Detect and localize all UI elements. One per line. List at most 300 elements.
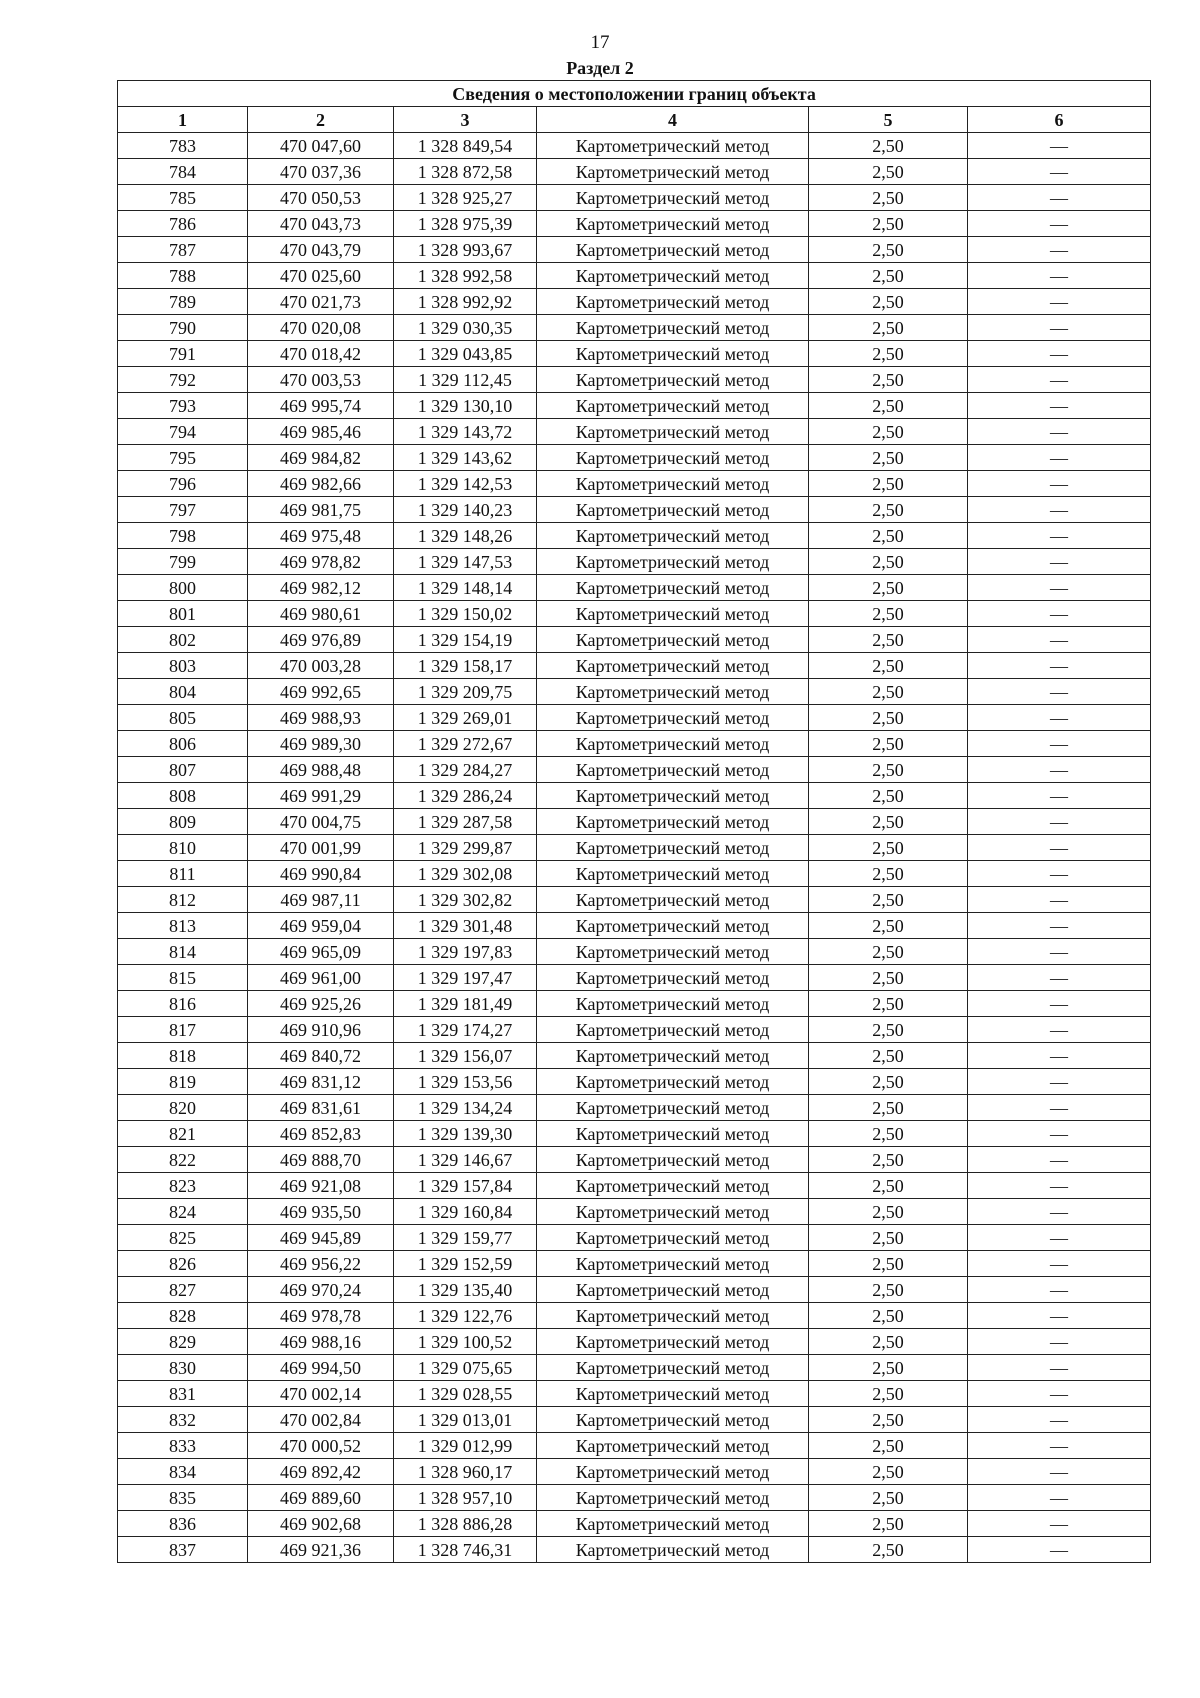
cell-coordinate-x: 470 037,36 xyxy=(248,159,394,185)
cell-method: Картометрический метод xyxy=(537,1511,809,1537)
cell-description: — xyxy=(968,627,1151,653)
cell-accuracy: 2,50 xyxy=(809,497,968,523)
cell-accuracy: 2,50 xyxy=(809,393,968,419)
table-row xyxy=(118,887,1151,913)
cell-coordinate-y: 1 329 154,19 xyxy=(394,627,537,653)
cell-point-number: 799 xyxy=(118,549,248,575)
cell-description: — xyxy=(968,237,1151,263)
cell-accuracy: 2,50 xyxy=(809,471,968,497)
cell-accuracy: 2,50 xyxy=(809,1329,968,1355)
cell-point-number: 832 xyxy=(118,1407,248,1433)
cell-point-number: 811 xyxy=(118,861,248,887)
table-row xyxy=(118,1121,1151,1147)
cell-point-number: 834 xyxy=(118,1459,248,1485)
cell-point-number: 819 xyxy=(118,1069,248,1095)
cell-point-number: 813 xyxy=(118,913,248,939)
cell-method: Картометрический метод xyxy=(537,497,809,523)
cell-coordinate-x: 469 921,08 xyxy=(248,1173,394,1199)
page-number: 17 xyxy=(590,32,610,53)
table-row xyxy=(118,1069,1151,1095)
cell-description: — xyxy=(968,185,1151,211)
table-row xyxy=(118,1433,1151,1459)
cell-description: — xyxy=(968,783,1151,809)
cell-coordinate-y: 1 329 148,14 xyxy=(394,575,537,601)
cell-point-number: 814 xyxy=(118,939,248,965)
cell-coordinate-y: 1 328 886,28 xyxy=(394,1511,537,1537)
table-row xyxy=(118,679,1151,705)
table-row xyxy=(118,1511,1151,1537)
cell-description: — xyxy=(968,653,1151,679)
cell-accuracy: 2,50 xyxy=(809,341,968,367)
cell-description: — xyxy=(968,341,1151,367)
cell-coordinate-x: 469 988,93 xyxy=(248,705,394,731)
cell-description: — xyxy=(968,1277,1151,1303)
cell-description: — xyxy=(968,1407,1151,1433)
cell-coordinate-x: 469 988,16 xyxy=(248,1329,394,1355)
cell-point-number: 827 xyxy=(118,1277,248,1303)
cell-accuracy: 2,50 xyxy=(809,133,968,159)
cell-coordinate-y: 1 329 302,82 xyxy=(394,887,537,913)
cell-accuracy: 2,50 xyxy=(809,315,968,341)
cell-accuracy: 2,50 xyxy=(809,1173,968,1199)
table-caption: Сведения о местоположении границ объекта xyxy=(118,81,1151,107)
cell-point-number: 784 xyxy=(118,159,248,185)
cell-point-number: 809 xyxy=(118,809,248,835)
cell-coordinate-y: 1 329 174,27 xyxy=(394,1017,537,1043)
cell-method: Картометрический метод xyxy=(537,549,809,575)
cell-description: — xyxy=(968,1069,1151,1095)
cell-coordinate-x: 469 889,60 xyxy=(248,1485,394,1511)
cell-coordinate-x: 469 888,70 xyxy=(248,1147,394,1173)
cell-description: — xyxy=(968,601,1151,627)
cell-coordinate-y: 1 329 143,72 xyxy=(394,419,537,445)
table-row xyxy=(118,939,1151,965)
cell-point-number: 792 xyxy=(118,367,248,393)
cell-coordinate-x: 469 995,74 xyxy=(248,393,394,419)
cell-description: — xyxy=(968,419,1151,445)
table-caption-row xyxy=(118,81,1151,107)
cell-coordinate-x: 469 990,84 xyxy=(248,861,394,887)
cell-coordinate-y: 1 328 960,17 xyxy=(394,1459,537,1485)
table-row xyxy=(118,159,1151,185)
cell-coordinate-x: 469 945,89 xyxy=(248,1225,394,1251)
cell-description: — xyxy=(968,315,1151,341)
cell-accuracy: 2,50 xyxy=(809,1407,968,1433)
cell-description: — xyxy=(968,393,1151,419)
table-row xyxy=(118,991,1151,1017)
cell-method: Картометрический метод xyxy=(537,731,809,757)
cell-coordinate-y: 1 329 284,27 xyxy=(394,757,537,783)
table-row xyxy=(118,1329,1151,1355)
cell-method: Картометрический метод xyxy=(537,211,809,237)
table-row xyxy=(118,913,1151,939)
cell-coordinate-x: 470 025,60 xyxy=(248,263,394,289)
cell-method: Картометрический метод xyxy=(537,1225,809,1251)
cell-description: — xyxy=(968,133,1151,159)
cell-coordinate-x: 469 956,22 xyxy=(248,1251,394,1277)
table-row xyxy=(118,1277,1151,1303)
cell-coordinate-x: 469 976,89 xyxy=(248,627,394,653)
cell-coordinate-x: 470 020,08 xyxy=(248,315,394,341)
table-row xyxy=(118,601,1151,627)
table-row xyxy=(118,471,1151,497)
cell-description: — xyxy=(968,289,1151,315)
cell-coordinate-y: 1 329 135,40 xyxy=(394,1277,537,1303)
cell-point-number: 802 xyxy=(118,627,248,653)
column-header-row xyxy=(118,107,1151,133)
table-row xyxy=(118,1355,1151,1381)
cell-accuracy: 2,50 xyxy=(809,783,968,809)
cell-description: — xyxy=(968,367,1151,393)
cell-coordinate-y: 1 329 158,17 xyxy=(394,653,537,679)
cell-coordinate-x: 469 991,29 xyxy=(248,783,394,809)
cell-method: Картометрический метод xyxy=(537,757,809,783)
cell-point-number: 835 xyxy=(118,1485,248,1511)
cell-description: — xyxy=(968,757,1151,783)
cell-coordinate-y: 1 329 286,24 xyxy=(394,783,537,809)
cell-coordinate-y: 1 329 301,48 xyxy=(394,913,537,939)
table-row xyxy=(118,185,1151,211)
cell-point-number: 800 xyxy=(118,575,248,601)
table-row xyxy=(118,1199,1151,1225)
table-row xyxy=(118,627,1151,653)
cell-accuracy: 2,50 xyxy=(809,237,968,263)
cell-point-number: 833 xyxy=(118,1433,248,1459)
cell-coordinate-y: 1 329 153,56 xyxy=(394,1069,537,1095)
cell-coordinate-x: 469 981,75 xyxy=(248,497,394,523)
cell-coordinate-y: 1 329 100,52 xyxy=(394,1329,537,1355)
cell-coordinate-y: 1 329 156,07 xyxy=(394,1043,537,1069)
cell-coordinate-y: 1 329 148,26 xyxy=(394,523,537,549)
cell-accuracy: 2,50 xyxy=(809,1121,968,1147)
table-row xyxy=(118,1225,1151,1251)
cell-method: Картометрический метод xyxy=(537,471,809,497)
cell-accuracy: 2,50 xyxy=(809,1199,968,1225)
cell-description: — xyxy=(968,1381,1151,1407)
table-row xyxy=(118,211,1151,237)
cell-coordinate-y: 1 328 925,27 xyxy=(394,185,537,211)
cell-coordinate-y: 1 329 030,35 xyxy=(394,315,537,341)
cell-accuracy: 2,50 xyxy=(809,705,968,731)
cell-coordinate-y: 1 329 122,76 xyxy=(394,1303,537,1329)
cell-coordinate-y: 1 329 147,53 xyxy=(394,549,537,575)
cell-accuracy: 2,50 xyxy=(809,549,968,575)
cell-description: — xyxy=(968,549,1151,575)
cell-accuracy: 2,50 xyxy=(809,263,968,289)
cell-accuracy: 2,50 xyxy=(809,159,968,185)
table-row xyxy=(118,1147,1151,1173)
cell-description: — xyxy=(968,861,1151,887)
cell-coordinate-x: 469 921,36 xyxy=(248,1537,394,1563)
cell-method: Картометрический метод xyxy=(537,133,809,159)
boundary-coordinates-table xyxy=(117,80,1151,1563)
cell-method: Картометрический метод xyxy=(537,1147,809,1173)
cell-point-number: 826 xyxy=(118,1251,248,1277)
cell-coordinate-x: 469 961,00 xyxy=(248,965,394,991)
cell-accuracy: 2,50 xyxy=(809,1277,968,1303)
cell-method: Картометрический метод xyxy=(537,237,809,263)
cell-accuracy: 2,50 xyxy=(809,1485,968,1511)
table-row xyxy=(118,1459,1151,1485)
cell-description: — xyxy=(968,887,1151,913)
table-row xyxy=(118,445,1151,471)
cell-description: — xyxy=(968,679,1151,705)
table-row xyxy=(118,1485,1151,1511)
cell-point-number: 808 xyxy=(118,783,248,809)
table-row xyxy=(118,263,1151,289)
cell-point-number: 791 xyxy=(118,341,248,367)
cell-accuracy: 2,50 xyxy=(809,1095,968,1121)
table-row xyxy=(118,315,1151,341)
cell-coordinate-y: 1 329 157,84 xyxy=(394,1173,537,1199)
table-row xyxy=(118,1303,1151,1329)
cell-point-number: 836 xyxy=(118,1511,248,1537)
cell-coordinate-y: 1 329 150,02 xyxy=(394,601,537,627)
cell-point-number: 806 xyxy=(118,731,248,757)
cell-description: — xyxy=(968,1251,1151,1277)
cell-coordinate-x: 469 992,65 xyxy=(248,679,394,705)
cell-method: Картометрический метод xyxy=(537,1329,809,1355)
cell-accuracy: 2,50 xyxy=(809,601,968,627)
cell-description: — xyxy=(968,497,1151,523)
table-row xyxy=(118,497,1151,523)
cell-coordinate-x: 469 925,26 xyxy=(248,991,394,1017)
table-row xyxy=(118,731,1151,757)
cell-coordinate-x: 469 994,50 xyxy=(248,1355,394,1381)
cell-coordinate-x: 470 004,75 xyxy=(248,809,394,835)
cell-accuracy: 2,50 xyxy=(809,1069,968,1095)
cell-method: Картометрический метод xyxy=(537,783,809,809)
cell-accuracy: 2,50 xyxy=(809,185,968,211)
cell-method: Картометрический метод xyxy=(537,861,809,887)
cell-method: Картометрический метод xyxy=(537,887,809,913)
cell-point-number: 824 xyxy=(118,1199,248,1225)
cell-method: Картометрический метод xyxy=(537,419,809,445)
table-row xyxy=(118,289,1151,315)
cell-coordinate-y: 1 329 159,77 xyxy=(394,1225,537,1251)
cell-point-number: 825 xyxy=(118,1225,248,1251)
cell-method: Картометрический метод xyxy=(537,1121,809,1147)
cell-point-number: 796 xyxy=(118,471,248,497)
cell-description: — xyxy=(968,809,1151,835)
cell-method: Картометрический метод xyxy=(537,393,809,419)
cell-description: — xyxy=(968,1199,1151,1225)
cell-method: Картометрический метод xyxy=(537,653,809,679)
cell-method: Картометрический метод xyxy=(537,1199,809,1225)
cell-point-number: 805 xyxy=(118,705,248,731)
table-row xyxy=(118,575,1151,601)
cell-description: — xyxy=(968,1485,1151,1511)
cell-description: — xyxy=(968,263,1151,289)
cell-coordinate-x: 470 043,73 xyxy=(248,211,394,237)
cell-accuracy: 2,50 xyxy=(809,211,968,237)
section-title: Раздел 2 xyxy=(566,58,634,78)
cell-method: Картометрический метод xyxy=(537,1173,809,1199)
cell-accuracy: 2,50 xyxy=(809,367,968,393)
cell-coordinate-y: 1 329 181,49 xyxy=(394,991,537,1017)
cell-method: Картометрический метод xyxy=(537,315,809,341)
cell-accuracy: 2,50 xyxy=(809,575,968,601)
cell-method: Картометрический метод xyxy=(537,575,809,601)
cell-coordinate-y: 1 329 140,23 xyxy=(394,497,537,523)
cell-accuracy: 2,50 xyxy=(809,1043,968,1069)
cell-accuracy: 2,50 xyxy=(809,419,968,445)
cell-description: — xyxy=(968,835,1151,861)
cell-coordinate-x: 470 003,53 xyxy=(248,367,394,393)
cell-description: — xyxy=(968,1017,1151,1043)
column-header-6: 6 xyxy=(968,107,1151,133)
cell-coordinate-y: 1 329 269,01 xyxy=(394,705,537,731)
cell-coordinate-y: 1 329 287,58 xyxy=(394,809,537,835)
cell-coordinate-x: 469 910,96 xyxy=(248,1017,394,1043)
cell-coordinate-x: 470 043,79 xyxy=(248,237,394,263)
cell-description: — xyxy=(968,965,1151,991)
cell-method: Картометрический метод xyxy=(537,835,809,861)
cell-description: — xyxy=(968,445,1151,471)
cell-coordinate-y: 1 329 142,53 xyxy=(394,471,537,497)
cell-coordinate-x: 469 902,68 xyxy=(248,1511,394,1537)
table-row xyxy=(118,783,1151,809)
cell-coordinate-y: 1 329 130,10 xyxy=(394,393,537,419)
cell-point-number: 803 xyxy=(118,653,248,679)
table-row xyxy=(118,1043,1151,1069)
table-row xyxy=(118,1173,1151,1199)
cell-method: Картометрический метод xyxy=(537,601,809,627)
cell-point-number: 810 xyxy=(118,835,248,861)
cell-method: Картометрический метод xyxy=(537,185,809,211)
cell-method: Картометрический метод xyxy=(537,1095,809,1121)
cell-coordinate-y: 1 329 139,30 xyxy=(394,1121,537,1147)
cell-accuracy: 2,50 xyxy=(809,731,968,757)
cell-coordinate-x: 469 978,78 xyxy=(248,1303,394,1329)
cell-point-number: 801 xyxy=(118,601,248,627)
column-header-1: 1 xyxy=(118,107,248,133)
cell-coordinate-y: 1 329 112,45 xyxy=(394,367,537,393)
cell-point-number: 829 xyxy=(118,1329,248,1355)
cell-accuracy: 2,50 xyxy=(809,757,968,783)
cell-coordinate-x: 470 018,42 xyxy=(248,341,394,367)
cell-method: Картометрический метод xyxy=(537,1043,809,1069)
table-row xyxy=(118,653,1151,679)
cell-coordinate-x: 469 982,66 xyxy=(248,471,394,497)
table-row xyxy=(118,861,1151,887)
cell-coordinate-y: 1 329 075,65 xyxy=(394,1355,537,1381)
cell-coordinate-x: 469 959,04 xyxy=(248,913,394,939)
cell-coordinate-x: 470 000,52 xyxy=(248,1433,394,1459)
cell-coordinate-y: 1 329 272,67 xyxy=(394,731,537,757)
cell-method: Картометрический метод xyxy=(537,1303,809,1329)
column-header-2: 2 xyxy=(248,107,394,133)
cell-coordinate-y: 1 329 302,08 xyxy=(394,861,537,887)
cell-method: Картометрический метод xyxy=(537,705,809,731)
cell-point-number: 804 xyxy=(118,679,248,705)
cell-coordinate-y: 1 329 146,67 xyxy=(394,1147,537,1173)
table-row xyxy=(118,1095,1151,1121)
cell-method: Картометрический метод xyxy=(537,809,809,835)
cell-coordinate-x: 469 970,24 xyxy=(248,1277,394,1303)
cell-method: Картометрический метод xyxy=(537,965,809,991)
cell-coordinate-y: 1 329 160,84 xyxy=(394,1199,537,1225)
cell-accuracy: 2,50 xyxy=(809,1355,968,1381)
cell-coordinate-x: 469 975,48 xyxy=(248,523,394,549)
cell-method: Картометрический метод xyxy=(537,159,809,185)
cell-method: Картометрический метод xyxy=(537,991,809,1017)
cell-coordinate-x: 469 980,61 xyxy=(248,601,394,627)
cell-method: Картометрический метод xyxy=(537,913,809,939)
cell-method: Картометрический метод xyxy=(537,289,809,315)
cell-method: Картометрический метод xyxy=(537,1277,809,1303)
cell-point-number: 815 xyxy=(118,965,248,991)
cell-point-number: 785 xyxy=(118,185,248,211)
table-row xyxy=(118,237,1151,263)
cell-accuracy: 2,50 xyxy=(809,1381,968,1407)
cell-accuracy: 2,50 xyxy=(809,887,968,913)
cell-coordinate-y: 1 329 134,24 xyxy=(394,1095,537,1121)
cell-coordinate-y: 1 328 849,54 xyxy=(394,133,537,159)
cell-method: Картометрический метод xyxy=(537,445,809,471)
cell-coordinate-x: 470 003,28 xyxy=(248,653,394,679)
cell-coordinate-y: 1 329 143,62 xyxy=(394,445,537,471)
cell-coordinate-y: 1 328 993,67 xyxy=(394,237,537,263)
cell-accuracy: 2,50 xyxy=(809,679,968,705)
cell-coordinate-x: 469 965,09 xyxy=(248,939,394,965)
cell-method: Картометрический метод xyxy=(537,367,809,393)
cell-coordinate-x: 469 982,12 xyxy=(248,575,394,601)
cell-coordinate-y: 1 328 872,58 xyxy=(394,159,537,185)
column-header-3: 3 xyxy=(394,107,537,133)
cell-coordinate-y: 1 329 013,01 xyxy=(394,1407,537,1433)
column-header-4: 4 xyxy=(537,107,809,133)
cell-description: — xyxy=(968,1511,1151,1537)
cell-description: — xyxy=(968,523,1151,549)
table-row xyxy=(118,1017,1151,1043)
cell-point-number: 820 xyxy=(118,1095,248,1121)
cell-coordinate-x: 469 840,72 xyxy=(248,1043,394,1069)
cell-coordinate-x: 470 050,53 xyxy=(248,185,394,211)
cell-point-number: 837 xyxy=(118,1537,248,1563)
cell-coordinate-x: 470 047,60 xyxy=(248,133,394,159)
cell-coordinate-y: 1 329 197,47 xyxy=(394,965,537,991)
cell-coordinate-x: 470 002,84 xyxy=(248,1407,394,1433)
cell-method: Картометрический метод xyxy=(537,1017,809,1043)
cell-method: Картометрический метод xyxy=(537,1069,809,1095)
cell-method: Картометрический метод xyxy=(537,1355,809,1381)
cell-method: Картометрический метод xyxy=(537,1485,809,1511)
cell-point-number: 788 xyxy=(118,263,248,289)
table-row xyxy=(118,419,1151,445)
cell-point-number: 794 xyxy=(118,419,248,445)
table-row xyxy=(118,523,1151,549)
table-row xyxy=(118,809,1151,835)
cell-method: Картометрический метод xyxy=(537,1381,809,1407)
cell-description: — xyxy=(968,1095,1151,1121)
cell-method: Картометрический метод xyxy=(537,341,809,367)
table-row xyxy=(118,1537,1151,1563)
cell-method: Картометрический метод xyxy=(537,523,809,549)
cell-accuracy: 2,50 xyxy=(809,627,968,653)
cell-coordinate-y: 1 329 197,83 xyxy=(394,939,537,965)
cell-method: Картометрический метод xyxy=(537,1459,809,1485)
table-body xyxy=(118,133,1151,1563)
cell-coordinate-x: 470 002,14 xyxy=(248,1381,394,1407)
table-row xyxy=(118,1407,1151,1433)
cell-point-number: 787 xyxy=(118,237,248,263)
table-row xyxy=(118,1251,1151,1277)
cell-accuracy: 2,50 xyxy=(809,1303,968,1329)
cell-accuracy: 2,50 xyxy=(809,445,968,471)
cell-point-number: 786 xyxy=(118,211,248,237)
cell-accuracy: 2,50 xyxy=(809,1225,968,1251)
